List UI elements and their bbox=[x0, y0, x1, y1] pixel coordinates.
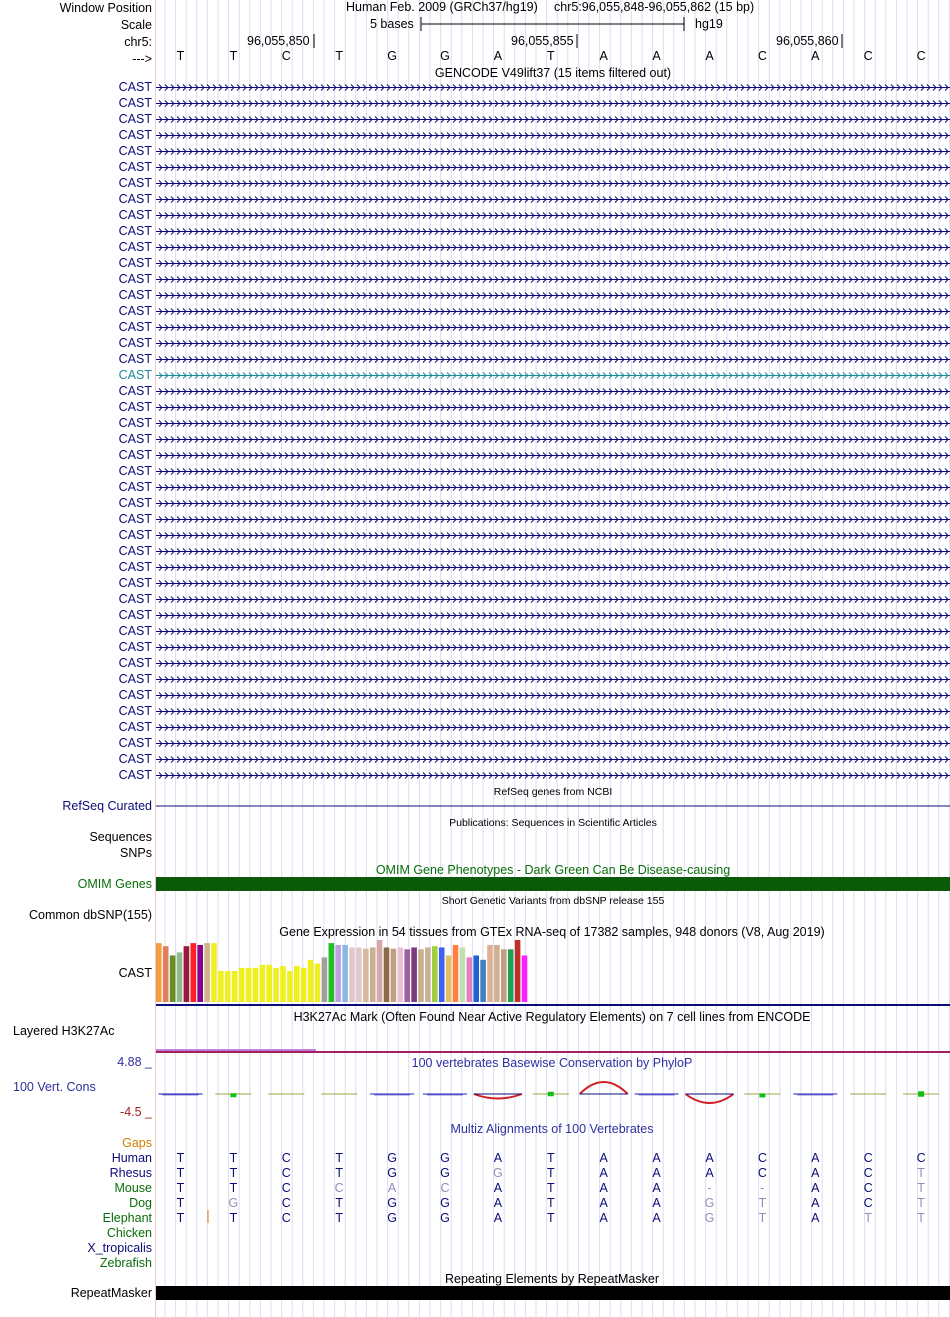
species-label[interactable]: Chicken bbox=[106, 1226, 152, 1240]
gencode-transcript[interactable] bbox=[156, 773, 950, 779]
gtex-tissue-bar[interactable] bbox=[308, 960, 314, 1002]
gencode-row-label[interactable]: CAST bbox=[118, 304, 152, 318]
gtex-tissue-bar[interactable] bbox=[322, 957, 328, 1002]
gencode-transcript[interactable] bbox=[156, 501, 950, 507]
gtex-tissue-bar[interactable] bbox=[335, 945, 341, 1002]
gencode-transcript[interactable] bbox=[156, 549, 950, 555]
ref-base: T bbox=[176, 49, 185, 63]
scale-text: 5 bases bbox=[370, 17, 414, 31]
gtex-tissue-bar[interactable] bbox=[384, 947, 390, 1002]
alignment-base: C bbox=[281, 1181, 291, 1195]
pubs-track-title: Publications: Sequences in Scientific Articles bbox=[449, 817, 657, 829]
phylop-score bbox=[474, 1094, 522, 1099]
alignment-base: A bbox=[652, 1181, 661, 1195]
gtex-tissue-bar[interactable] bbox=[480, 960, 486, 1002]
window-position-label: Window Position bbox=[59, 1, 152, 15]
gencode-transcript[interactable] bbox=[156, 645, 950, 651]
alignment-base: A bbox=[387, 1181, 397, 1195]
gtex-track-title: Gene Expression in 54 tissues from GTEx RNA-seq of 17382 samples, 948 donors (V8, Aug 2019) bbox=[279, 925, 825, 939]
alignment-base: T bbox=[229, 1211, 238, 1225]
alignment-base: G bbox=[440, 1196, 450, 1210]
alignment-base: T bbox=[758, 1211, 767, 1225]
alignment-base: G bbox=[387, 1166, 397, 1180]
track-label-gaps: Gaps bbox=[122, 1136, 152, 1150]
gencode-row-label[interactable]: CAST bbox=[118, 496, 152, 510]
alignment-base: T bbox=[335, 1196, 343, 1210]
phylop-min-label: -4.5 _ bbox=[120, 1105, 152, 1119]
ref-base: G bbox=[387, 49, 397, 63]
scale-label: Scale bbox=[120, 18, 152, 32]
gencode-row-label[interactable]: CAST bbox=[118, 288, 152, 302]
gtex-tissue-bar[interactable] bbox=[356, 947, 362, 1002]
gtex-tissue-bar[interactable] bbox=[197, 945, 203, 1002]
gtex-tissue-bar[interactable] bbox=[232, 971, 238, 1002]
gencode-transcript[interactable] bbox=[156, 389, 950, 395]
gencode-row-label[interactable]: CAST bbox=[118, 416, 152, 430]
gencode-row-label[interactable]: CAST bbox=[118, 320, 152, 334]
gencode-transcript[interactable] bbox=[156, 405, 950, 411]
gencode-transcript[interactable] bbox=[156, 261, 950, 267]
gencode-row-label[interactable]: CAST bbox=[118, 368, 152, 382]
gencode-row-label[interactable]: CAST bbox=[118, 576, 152, 590]
alignment-base: A bbox=[599, 1181, 608, 1195]
gtex-tissue-bar[interactable] bbox=[177, 952, 183, 1002]
gencode-track[interactable] bbox=[156, 80, 950, 800]
alignment-base: T bbox=[176, 1196, 185, 1210]
gencode-transcript[interactable] bbox=[156, 181, 950, 187]
gencode-track-title: GENCODE V49lift37 (15 items filtered out) bbox=[434, 66, 672, 80]
alignment-base: C bbox=[757, 1151, 767, 1165]
db-text: hg19 bbox=[695, 17, 723, 31]
multiz-track-title: Multiz Alignments of 100 Vertebrates bbox=[450, 1122, 654, 1136]
alignment-base: T bbox=[229, 1166, 238, 1180]
gencode-row-label[interactable]: CAST bbox=[118, 400, 152, 414]
species-label[interactable]: X_tropicalis bbox=[87, 1241, 152, 1255]
alignment-base: T bbox=[546, 1211, 555, 1225]
gencode-transcript[interactable] bbox=[156, 757, 950, 763]
alignment-base: A bbox=[493, 1151, 503, 1165]
gencode-transcript[interactable] bbox=[156, 693, 950, 699]
gencode-transcript[interactable] bbox=[156, 741, 950, 747]
gtex-tissue-bar[interactable] bbox=[266, 965, 272, 1002]
gencode-transcript[interactable] bbox=[156, 293, 950, 299]
gencode-row-label[interactable]: CAST bbox=[118, 704, 152, 718]
alignment-base: C bbox=[281, 1196, 291, 1210]
gtex-tissue-bar[interactable] bbox=[315, 964, 321, 1002]
gencode-row-label[interactable]: CAST bbox=[118, 96, 152, 110]
alignment-base: - bbox=[707, 1181, 712, 1195]
ruler-tick-1: 96,055,850 bbox=[247, 34, 310, 48]
alignment-base: T bbox=[335, 1166, 343, 1180]
gtex-tissue-bar[interactable] bbox=[508, 949, 514, 1002]
gtex-tissue-bar[interactable] bbox=[370, 947, 376, 1002]
gencode-row-label[interactable]: CAST bbox=[118, 672, 152, 686]
gencode-row-label[interactable]: CAST bbox=[118, 160, 152, 174]
alignment-base: A bbox=[599, 1166, 608, 1180]
alignment-base: T bbox=[335, 1151, 343, 1165]
gtex-tissue-bar[interactable] bbox=[342, 945, 348, 1002]
alignment-base: T bbox=[176, 1151, 185, 1165]
alignment-base: T bbox=[229, 1151, 238, 1165]
alignment-base: G bbox=[387, 1151, 397, 1165]
gtex-tissue-bar[interactable] bbox=[411, 947, 417, 1002]
gtex-tissue-bar[interactable] bbox=[439, 947, 445, 1002]
gencode-row-label[interactable]: CAST bbox=[118, 512, 152, 526]
gtex-tissue-bar[interactable] bbox=[487, 945, 493, 1002]
gtex-tissue-bar[interactable] bbox=[404, 949, 410, 1002]
gencode-transcript[interactable] bbox=[156, 613, 950, 619]
alignment-base: A bbox=[493, 1196, 503, 1210]
phylop-score bbox=[686, 1094, 734, 1103]
gencode-transcript[interactable] bbox=[156, 533, 950, 539]
alignment-base: C bbox=[281, 1151, 291, 1165]
gtex-tissue-bar[interactable] bbox=[418, 949, 424, 1002]
repeatmasker-bar[interactable] bbox=[156, 1286, 950, 1300]
gencode-row-label[interactable]: CAST bbox=[118, 272, 152, 286]
phylop-max-label: 4.88 _ bbox=[117, 1055, 152, 1069]
alignment-base: T bbox=[229, 1181, 238, 1195]
gtex-tissue-bar[interactable] bbox=[260, 965, 266, 1002]
gencode-row-label[interactable]: CAST bbox=[118, 544, 152, 558]
gtex-tissue-bar[interactable] bbox=[432, 946, 438, 1002]
alignment-base: C bbox=[863, 1196, 873, 1210]
gtex-tissue-bar[interactable] bbox=[246, 968, 252, 1002]
alignment-base: T bbox=[917, 1211, 925, 1225]
track-label-snps[interactable]: SNPs bbox=[120, 846, 152, 860]
repeatmasker-track-title: Repeating Elements by RepeatMasker bbox=[444, 1272, 660, 1286]
gtex-tissue-bar[interactable] bbox=[460, 947, 466, 1002]
alignment-base: T bbox=[917, 1196, 925, 1210]
h3k27ac-track-title: H3K27Ac Mark (Often Found Near Active Regulatory Elements) on 7 cell lines from ENCODE bbox=[293, 1010, 811, 1024]
gencode-row-label[interactable]: CAST bbox=[118, 640, 152, 654]
gtex-tissue-bar[interactable] bbox=[287, 971, 293, 1002]
track-label-gtex-cast[interactable]: CAST bbox=[118, 966, 152, 980]
alignment-base: G bbox=[440, 1166, 450, 1180]
alignment-base: A bbox=[811, 1181, 820, 1195]
gencode-transcript[interactable] bbox=[156, 85, 950, 91]
track-label-h3k27ac[interactable]: Layered H3K27Ac bbox=[13, 1024, 115, 1038]
gencode-transcript[interactable] bbox=[156, 165, 950, 171]
omim-track-title: OMIM Gene Phenotypes - Dark Green Can Be Disease-causing bbox=[375, 863, 731, 877]
gtex-tissue-bar[interactable] bbox=[225, 971, 231, 1002]
species-label[interactable]: Elephant bbox=[102, 1211, 152, 1225]
refseq-track[interactable] bbox=[156, 801, 950, 811]
alignment-base: T bbox=[864, 1211, 872, 1225]
alignment-base: A bbox=[599, 1211, 608, 1225]
gtex-tissue-bar[interactable] bbox=[494, 945, 500, 1002]
gencode-row-label[interactable]: CAST bbox=[118, 384, 152, 398]
gencode-transcript[interactable] bbox=[156, 133, 950, 139]
alignment-base: G bbox=[704, 1211, 715, 1225]
gtex-tissue-bar[interactable] bbox=[515, 940, 521, 1002]
alignment-base: G bbox=[440, 1211, 450, 1225]
gtex-tissue-bar[interactable] bbox=[280, 966, 286, 1002]
gtex-tissue-bar[interactable] bbox=[391, 949, 397, 1002]
gtex-tissue-bar[interactable] bbox=[425, 947, 431, 1002]
alignment-base: T bbox=[176, 1211, 185, 1225]
dbsnp-track-title: Short Genetic Variants from dbSNP release 155 bbox=[441, 895, 665, 907]
phylop-score bbox=[215, 1093, 251, 1097]
gtex-track[interactable] bbox=[156, 938, 950, 1008]
gencode-row-label[interactable]: CAST bbox=[118, 432, 152, 446]
phylop-score bbox=[533, 1092, 569, 1097]
ref-base: T bbox=[335, 49, 343, 63]
track-label-phylop[interactable]: 100 Vert. Cons bbox=[13, 1080, 96, 1094]
gtex-tissue-bar[interactable] bbox=[501, 949, 507, 1002]
alignment-base: A bbox=[811, 1211, 820, 1225]
gencode-row-label[interactable]: CAST bbox=[118, 560, 152, 574]
alignment-base: C bbox=[863, 1181, 873, 1195]
ref-base: A bbox=[599, 49, 608, 63]
ruler-tick-3: 96,055,860 bbox=[776, 34, 839, 48]
species-label[interactable]: Mouse bbox=[114, 1181, 152, 1195]
ref-base: T bbox=[546, 49, 555, 63]
gencode-transcript[interactable] bbox=[156, 197, 950, 203]
gtex-tissue-bar[interactable] bbox=[522, 956, 528, 1003]
gencode-transcript[interactable] bbox=[156, 565, 950, 571]
alignment-base: C bbox=[334, 1181, 344, 1195]
assembly-text: Human Feb. 2009 (GRCh37/hg19) bbox=[346, 0, 538, 14]
alignment-base: G bbox=[704, 1196, 715, 1210]
gencode-transcript[interactable] bbox=[156, 341, 950, 347]
gencode-row-label[interactable]: CAST bbox=[118, 592, 152, 606]
alignment-base: G bbox=[440, 1151, 450, 1165]
alignment-base: T bbox=[335, 1211, 343, 1225]
gencode-row-label[interactable]: CAST bbox=[118, 352, 152, 366]
gtex-tissue-bar[interactable] bbox=[363, 949, 369, 1002]
alignment-base: A bbox=[493, 1181, 503, 1195]
gtex-tissue-bar[interactable] bbox=[301, 968, 307, 1002]
alignment-base: G bbox=[387, 1196, 397, 1210]
phylop-track[interactable] bbox=[156, 1078, 950, 1118]
gencode-transcript[interactable] bbox=[156, 357, 950, 363]
gencode-transcript[interactable] bbox=[156, 373, 950, 379]
alignment-base: T bbox=[758, 1196, 767, 1210]
ref-base: A bbox=[652, 49, 661, 63]
gtex-tissue-bar[interactable] bbox=[467, 957, 473, 1002]
gencode-transcript[interactable] bbox=[156, 597, 950, 603]
phylop-score bbox=[423, 1094, 467, 1095]
species-label[interactable]: Dog bbox=[129, 1196, 152, 1210]
ref-base: T bbox=[229, 49, 238, 63]
gencode-transcript[interactable] bbox=[156, 485, 950, 491]
gencode-transcript[interactable] bbox=[156, 437, 950, 443]
track-label-dbsnp[interactable]: Common dbSNP(155) bbox=[29, 908, 152, 922]
gencode-row-label[interactable]: CAST bbox=[118, 656, 152, 670]
gtex-tissue-bar[interactable] bbox=[349, 947, 355, 1002]
h3k27ac-track[interactable] bbox=[156, 1046, 950, 1056]
gtex-tissue-bar[interactable] bbox=[170, 956, 176, 1003]
gencode-row-label[interactable]: CAST bbox=[118, 736, 152, 750]
alignment-base: A bbox=[652, 1196, 661, 1210]
gtex-tissue-bar[interactable] bbox=[156, 943, 162, 1002]
gencode-transcript[interactable] bbox=[156, 421, 950, 427]
chrom-label: chr5: bbox=[124, 35, 152, 49]
gencode-row-label[interactable]: CAST bbox=[118, 80, 152, 94]
species-label[interactable]: Zebrafish bbox=[99, 1256, 152, 1270]
gencode-row-label[interactable]: CAST bbox=[118, 240, 152, 254]
ref-base: C bbox=[281, 49, 291, 63]
alignment-base: A bbox=[811, 1196, 820, 1210]
gencode-transcript[interactable] bbox=[156, 629, 950, 635]
gencode-transcript[interactable] bbox=[156, 117, 950, 123]
gencode-transcript[interactable] bbox=[156, 325, 950, 331]
alignment-base: C bbox=[281, 1211, 291, 1225]
position-text: chr5:96,055,848-96,055,862 (15 bp) bbox=[554, 0, 755, 14]
gencode-transcript[interactable] bbox=[156, 277, 950, 283]
phylop-score bbox=[370, 1094, 414, 1095]
alignment-base: A bbox=[705, 1151, 714, 1165]
refseq-track-title: RefSeq genes from NCBI bbox=[493, 786, 613, 798]
alignment-base: T bbox=[546, 1181, 555, 1195]
phylop-track-title: 100 vertebrates Basewise Conservation by PhyloP bbox=[411, 1056, 693, 1070]
gencode-transcript[interactable] bbox=[156, 581, 950, 587]
gencode-row-label[interactable]: CAST bbox=[118, 528, 152, 542]
gencode-row-label[interactable]: CAST bbox=[118, 144, 152, 158]
alignment-base: T bbox=[176, 1166, 185, 1180]
gtex-tissue-bar[interactable] bbox=[218, 971, 224, 1002]
gencode-row-label[interactable]: CAST bbox=[118, 224, 152, 238]
gencode-row-label[interactable]: CAST bbox=[118, 720, 152, 734]
alignment-base: G bbox=[228, 1196, 239, 1210]
gencode-row-label[interactable]: CAST bbox=[118, 624, 152, 638]
gtex-tissue-bar[interactable] bbox=[273, 968, 279, 1002]
gencode-transcript[interactable] bbox=[156, 677, 950, 683]
gtex-tissue-bar[interactable] bbox=[446, 956, 452, 1003]
gtex-tissue-bar[interactable] bbox=[294, 966, 300, 1002]
gencode-transcript[interactable] bbox=[156, 229, 950, 235]
gencode-transcript[interactable] bbox=[156, 517, 950, 523]
gencode-transcript[interactable] bbox=[156, 309, 950, 315]
gtex-tissue-bar[interactable] bbox=[377, 940, 383, 1002]
alignment-base: T bbox=[546, 1151, 555, 1165]
gencode-row-label[interactable]: CAST bbox=[118, 256, 152, 270]
gencode-row-label[interactable]: CAST bbox=[118, 448, 152, 462]
species-label[interactable]: Rhesus bbox=[109, 1166, 152, 1180]
gencode-row-label[interactable]: CAST bbox=[118, 112, 152, 126]
alignment-base: C bbox=[440, 1181, 450, 1195]
ref-base: A bbox=[705, 49, 714, 63]
gencode-transcript[interactable] bbox=[156, 709, 950, 715]
gencode-row-label[interactable]: CAST bbox=[118, 688, 152, 702]
gencode-transcript[interactable] bbox=[156, 245, 950, 251]
omim-gene-bar[interactable] bbox=[156, 877, 950, 891]
alignment-base: A bbox=[705, 1166, 714, 1180]
gtex-tissue-bar[interactable] bbox=[163, 946, 169, 1002]
alignment-base: T bbox=[176, 1181, 185, 1195]
track-label-panel bbox=[0, 0, 155, 1317]
alignment-base: C bbox=[863, 1166, 873, 1180]
track-label-sequences[interactable]: Sequences bbox=[89, 830, 152, 844]
alignment-base: C bbox=[916, 1151, 926, 1165]
gtex-tissue-bar[interactable] bbox=[253, 968, 259, 1002]
alignment-base: - bbox=[760, 1181, 765, 1195]
alignment-base: A bbox=[652, 1151, 661, 1165]
ref-base: C bbox=[757, 49, 767, 63]
alignment-base: T bbox=[917, 1181, 925, 1195]
gencode-row-label[interactable]: CAST bbox=[118, 752, 152, 766]
alignment-base: C bbox=[281, 1166, 291, 1180]
gencode-row-label[interactable]: CAST bbox=[118, 768, 152, 782]
species-label[interactable]: Human bbox=[111, 1151, 152, 1165]
ref-base: C bbox=[863, 49, 873, 63]
alignment-base: A bbox=[652, 1211, 661, 1225]
alignment-base: A bbox=[599, 1196, 608, 1210]
browser-image-area[interactable] bbox=[156, 0, 950, 1317]
alignment-base: A bbox=[493, 1211, 503, 1225]
alignment-base: G bbox=[493, 1166, 503, 1180]
gencode-row-label[interactable]: CAST bbox=[118, 176, 152, 190]
alignment-base: T bbox=[917, 1166, 925, 1180]
alignment-base: A bbox=[599, 1151, 608, 1165]
gencode-row-label[interactable]: CAST bbox=[118, 192, 152, 206]
gtex-tissue-bar[interactable] bbox=[211, 943, 217, 1002]
gencode-transcript[interactable] bbox=[156, 213, 950, 219]
gencode-row-label[interactable]: CAST bbox=[118, 128, 152, 142]
alignment-base: T bbox=[546, 1196, 555, 1210]
gencode-transcript[interactable] bbox=[156, 469, 950, 475]
track-label-refseq[interactable]: RefSeq Curated bbox=[62, 799, 152, 813]
alignment-base: A bbox=[652, 1166, 661, 1180]
ruler-tick-2: 96,055,855 bbox=[511, 34, 574, 48]
track-label-repeatmasker[interactable]: RepeatMasker bbox=[70, 1286, 152, 1300]
ref-base: A bbox=[811, 49, 820, 63]
gencode-row-label[interactable]: CAST bbox=[118, 336, 152, 350]
gencode-row-label[interactable]: CAST bbox=[118, 608, 152, 622]
gtex-tissue-bar[interactable] bbox=[453, 945, 459, 1002]
phylop-score bbox=[159, 1094, 203, 1095]
gtex-tissue-bar[interactable] bbox=[239, 968, 245, 1002]
alignment-base: C bbox=[863, 1151, 873, 1165]
gencode-transcript[interactable] bbox=[156, 453, 950, 459]
alignment-base: G bbox=[387, 1211, 397, 1225]
phylop-score bbox=[793, 1094, 837, 1095]
gtex-tissue-bar[interactable] bbox=[204, 943, 210, 1002]
gencode-row-label[interactable]: CAST bbox=[118, 464, 152, 478]
alignment-base: T bbox=[546, 1166, 555, 1180]
alignment-base: C bbox=[757, 1166, 767, 1180]
gtex-tissue-bar[interactable] bbox=[184, 946, 190, 1002]
gencode-transcript[interactable] bbox=[156, 725, 950, 731]
phylop-score bbox=[635, 1094, 679, 1095]
ref-base: A bbox=[493, 49, 503, 63]
gencode-transcript[interactable] bbox=[156, 149, 950, 155]
gtex-tissue-bar[interactable] bbox=[473, 956, 479, 1003]
gencode-row-label[interactable]: CAST bbox=[118, 208, 152, 222]
gtex-tissue-bar[interactable] bbox=[191, 943, 197, 1002]
gtex-tissue-bar[interactable] bbox=[329, 943, 335, 1002]
phylop-score bbox=[580, 1082, 628, 1094]
alignment-base: A bbox=[811, 1151, 820, 1165]
gencode-transcript[interactable] bbox=[156, 101, 950, 107]
ref-base: C bbox=[916, 49, 926, 63]
strand-label: ---> bbox=[132, 52, 152, 66]
phylop-score bbox=[903, 1091, 939, 1097]
alignment-base: A bbox=[811, 1166, 820, 1180]
gtex-tissue-bar[interactable] bbox=[398, 947, 404, 1002]
ref-base: G bbox=[440, 49, 450, 63]
track-label-omim[interactable]: OMIM Genes bbox=[77, 877, 152, 891]
phylop-score bbox=[744, 1093, 780, 1097]
gencode-transcript[interactable] bbox=[156, 661, 950, 667]
gencode-row-label[interactable]: CAST bbox=[118, 480, 152, 494]
